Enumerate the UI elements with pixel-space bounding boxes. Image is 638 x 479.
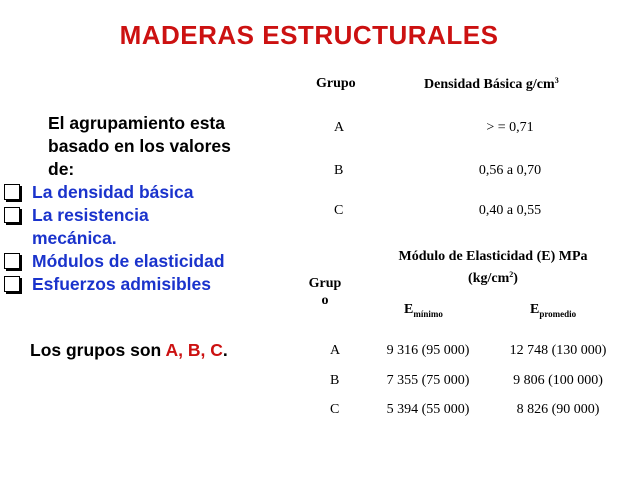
intro-line: de:	[48, 159, 75, 179]
modulus-row-group: B	[330, 373, 340, 388]
bullet-list	[0, 181, 290, 296]
bullet-item-stresses	[0, 273, 290, 296]
density-header-value: Densidad Básica $g/cm^3$	[424, 76, 559, 92]
modulus-header-group: Grup o	[308, 276, 342, 308]
density-row-value: 0,56 a 0,70	[478, 163, 542, 178]
bullet-text: Esfuerzos admisibles	[32, 274, 211, 294]
checkbox-bullet-icon	[4, 184, 20, 200]
density-header-group: Grupo	[316, 76, 356, 91]
checkbox-bullet-icon	[4, 207, 20, 223]
modulus-header-title: Módulo de Elasticidad (E) MPa $(kg/cm^2)$	[398, 249, 588, 286]
intro-text	[0, 112, 290, 181]
groups-statement: Los grupos son A, B, C.	[30, 340, 228, 360]
modulus-row-min: 9 316 (95 000)	[386, 343, 470, 358]
modulus-row-min: 7 355 (75 000)	[386, 373, 470, 388]
density-row-group: B	[334, 163, 344, 178]
bullet-text: La resistencia	[32, 205, 149, 225]
bullet-item-elasticity	[0, 250, 290, 273]
bullet-item-resistance	[0, 204, 290, 250]
modulus-row-group: A	[330, 343, 341, 358]
modulus-row-avg: 9 806 (100 000)	[513, 373, 603, 388]
intro-line: basado en los valores	[48, 136, 231, 156]
checkbox-bullet-icon	[4, 276, 20, 292]
left-text-block	[0, 112, 290, 296]
intro-line: El agrupamiento esta	[48, 113, 225, 133]
density-row-value: 0,40 a 0,55	[478, 203, 542, 218]
bullet-item-density	[0, 181, 290, 204]
density-row-value: > = 0,71	[486, 120, 534, 135]
density-row-group: C	[334, 203, 344, 218]
modulus-header-avg: $E_{promedio}$	[530, 302, 577, 319]
bullet-text: La densidad básica	[32, 182, 194, 202]
checkbox-bullet-icon	[4, 253, 20, 269]
modulus-row-group: C	[330, 402, 340, 417]
bullet-text: Módulos de elasticidad	[32, 251, 225, 271]
groups-values: A, B, C	[165, 340, 223, 360]
modulus-row-min: 5 394 (55 000)	[386, 402, 470, 417]
modulus-row-avg: 8 826 (90 000)	[516, 402, 600, 417]
slide-title: MADERAS ESTRUCTURALES	[119, 20, 499, 50]
modulus-row-avg: 12 748 (130 000)	[509, 343, 607, 358]
bullet-text: mecánica.	[32, 228, 117, 248]
modulus-header-min: $E_{mínimo}$	[404, 302, 443, 319]
density-row-group: A	[334, 120, 345, 135]
